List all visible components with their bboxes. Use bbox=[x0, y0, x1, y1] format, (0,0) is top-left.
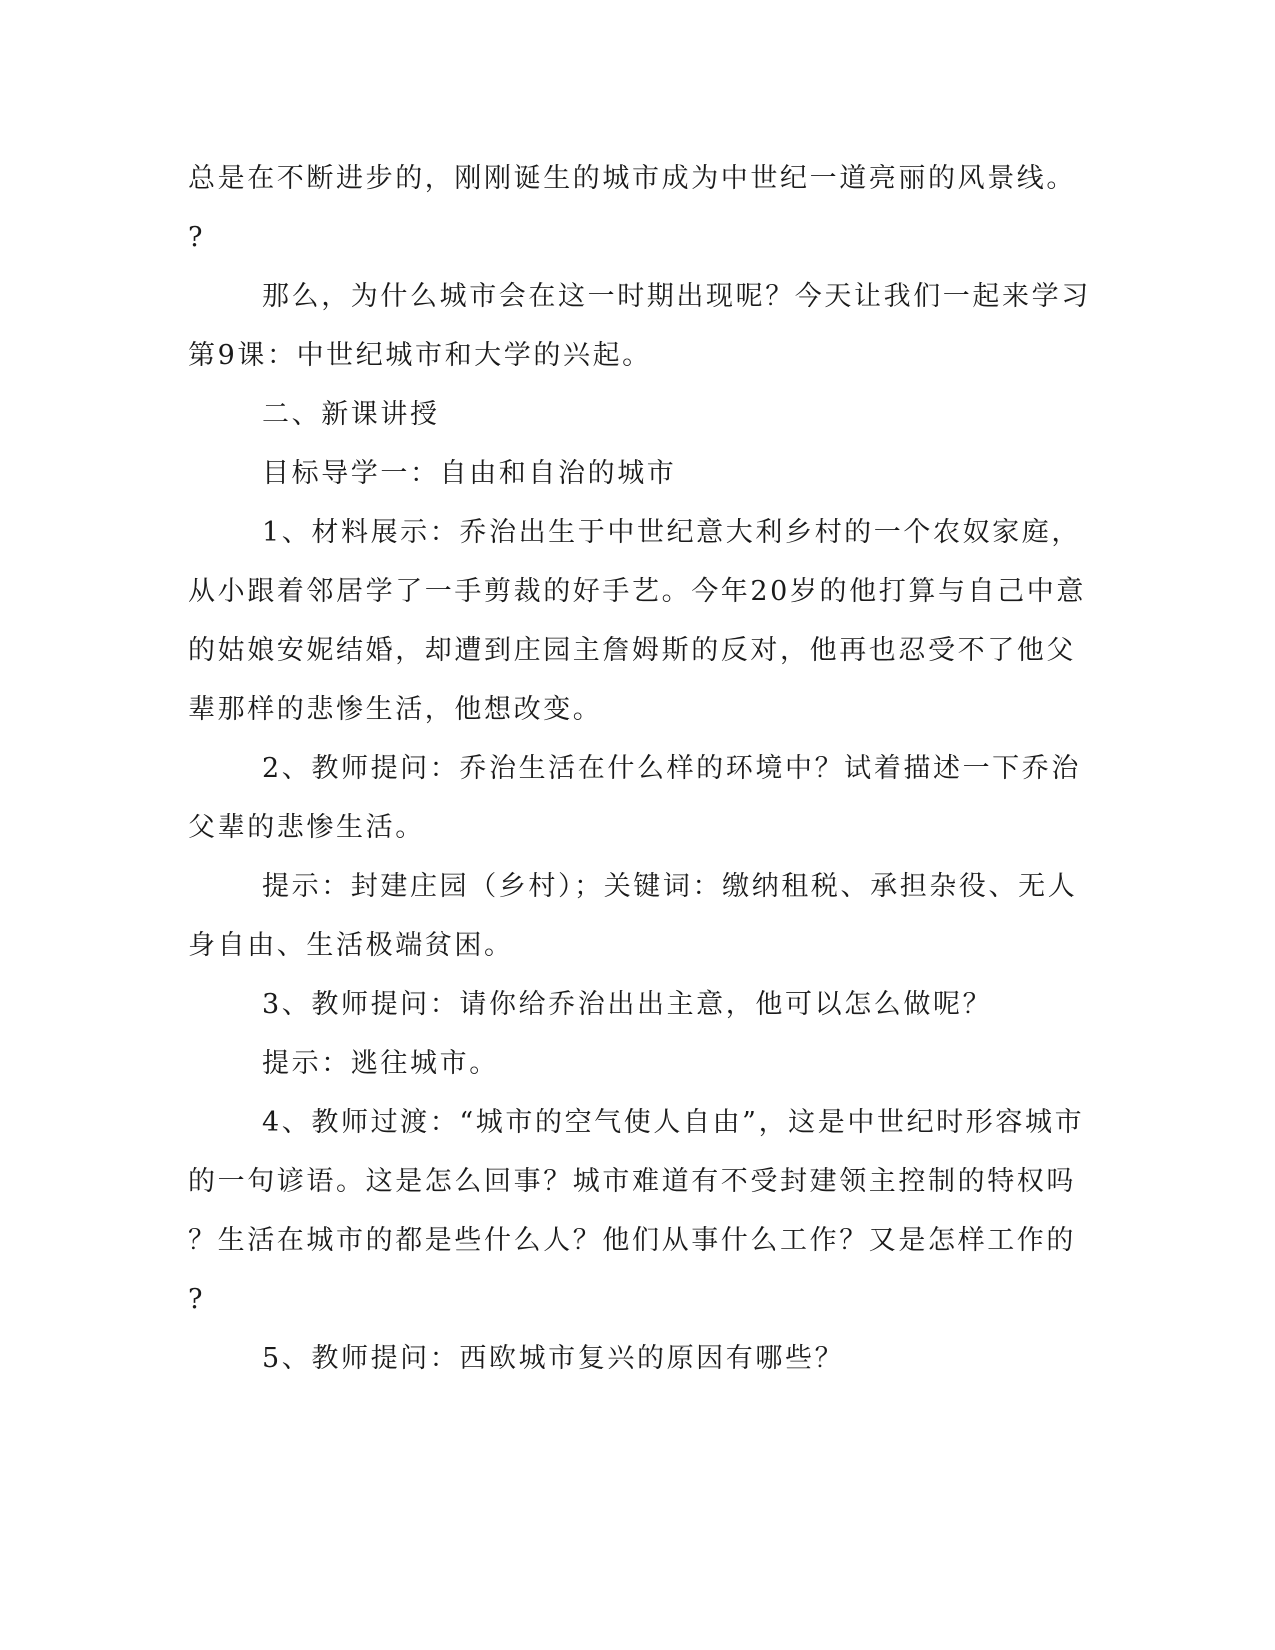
text-line: 第9课：中世纪城市和大学的兴起。 bbox=[188, 340, 652, 371]
text-line: ? bbox=[188, 1284, 206, 1315]
text-line: ？生活在城市的都是些什么人？他们从事什么工作？又是怎样工作的 bbox=[188, 1225, 1076, 1256]
paragraph-first-line: 4、教师过渡：“城市的空气使人自由”，这是中世纪时形容城市 bbox=[262, 1107, 1085, 1138]
paragraph-first-line: 5、教师提问：西欧城市复兴的原因有哪些？ bbox=[262, 1343, 845, 1374]
paragraph-first-line: 2、教师提问：乔治生活在什么样的环境中？试着描述一下乔治 bbox=[262, 753, 1081, 784]
text-line: 从小跟着邻居学了一手剪裁的好手艺。今年20岁的他打算与自己中意 bbox=[188, 576, 1086, 607]
text-line: 的一句谚语。这是怎么回事？城市难道有不受封建领主控制的特权吗 bbox=[188, 1166, 1076, 1197]
text-line: ? bbox=[188, 222, 206, 253]
paragraph-first-line: 提示：逃往城市。 bbox=[262, 1048, 499, 1079]
subsection-heading: 目标导学一：自由和自治的城市 bbox=[262, 458, 677, 489]
text-line: 总是在不断进步的，刚刚诞生的城市成为中世纪一道亮丽的风景线。 bbox=[188, 163, 1076, 194]
text-line: 辈那样的悲惨生活，他想改变。 bbox=[188, 694, 603, 725]
paragraph-first-line: 那么，为什么城市会在这一时期出现呢？今天让我们一起来学习 bbox=[262, 281, 1091, 312]
text-line: 身自由、生活极端贫困。 bbox=[188, 930, 514, 961]
paragraph-first-line: 提示：封建庄园（乡村）；关键词：缴纳租税、承担杂役、无人 bbox=[262, 871, 1078, 902]
text-line: 的姑娘安妮结婚，却遭到庄园主詹姆斯的反对，他再也忍受不了他父 bbox=[188, 635, 1076, 666]
text-line: 父辈的悲惨生活。 bbox=[188, 812, 425, 843]
section-heading: 二、新课讲授 bbox=[262, 399, 440, 430]
paragraph-first-line: 1、材料展示：乔治出生于中世纪意大利乡村的一个农奴家庭， bbox=[262, 517, 1081, 548]
paragraph-first-line: 3、教师提问：请你给乔治出出主意，他可以怎么做呢？ bbox=[262, 989, 993, 1020]
